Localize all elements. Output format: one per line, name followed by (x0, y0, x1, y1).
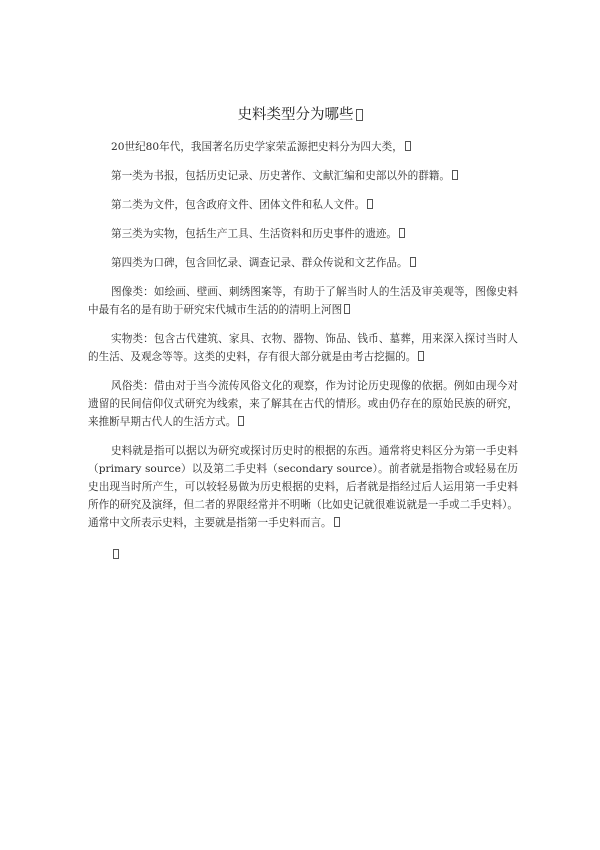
paragraph-mark-icon (410, 257, 416, 267)
paragraph-text: 第一类为书报，包括历史记录、历史著作、文献汇编和史部以外的群籍。 (111, 170, 450, 182)
paragraph-custom-type (88, 377, 518, 431)
paragraph-category-2 (88, 196, 518, 214)
paragraph-category-1 (88, 167, 518, 185)
paragraph-mark-icon (344, 304, 350, 314)
paragraph-mark-icon (238, 416, 244, 426)
paragraph-mark-icon (367, 199, 373, 209)
document-title (0, 105, 600, 125)
paragraph-text: 风俗类：借由对于当今流传风俗文化的观察，作为讨论历史现像的依据。例如由现今对遗留的民间信仰仪式研究为线索，来了解其在古代的情形。或由仍存在的原始民族的研究，来推断早期古代人的生活方式。 (88, 380, 518, 428)
paragraph-mark-icon (334, 517, 340, 527)
paragraph-image-type (88, 283, 518, 319)
paragraph-intro (88, 138, 518, 156)
paragraph-mark-icon (356, 109, 363, 121)
paragraph-text: 第二类为文件，包含政府文件、团体文件和私人文件。 (111, 199, 366, 211)
paragraph-text: 20世纪80年代，我国著名历史学家荣孟源把史料分为四大类， (111, 141, 403, 153)
paragraph-category-3 (88, 225, 518, 243)
paragraph-text: 史料就是指可以据以为研究或探讨历史时的根据的东西。通常将史料区分为第一手史料（primary source）以及第二手史料（secondary source）。前者就是指物合或轻易在历史出现当时所产生，可以较轻易做为历史根据的史料，后者就是指经过后人运用第一手史料所作的研究及演绎，但二者的界限经常并不明晰（比如史记就很难说就是一手或二手史料）。通常中文所表示史料，主要就是指第一手史料而言。 (88, 445, 518, 529)
paragraph-mark-icon (399, 228, 405, 238)
empty-paragraph (88, 544, 518, 562)
paragraph-text: 第四类为口碑，包含回忆录、调查记录、群众传说和文艺作品。 (111, 257, 408, 269)
paragraph-text: 实物类：包含古代建筑、家具、衣物、器物、饰品、钱币、墓葬，用来深入探讨当时人的生活、及观念等等。这类的史料，存有很大部分就是由考古挖掘的。 (88, 333, 518, 363)
paragraph-mark-icon (113, 549, 119, 559)
document-title-text: 史料类型分为哪些 (237, 107, 354, 123)
paragraph-mark-icon (452, 170, 458, 180)
paragraph-category-4 (88, 254, 518, 272)
paragraph-text: 图像类：如绘画、壁画、刺绣图案等，有助于了解当时人的生活及审美观等，图像史料中最有名的是有助于研究宋代城市生活的的清明上河图 (88, 286, 518, 316)
paragraph-text: 第三类为实物，包括生产工具、生活资料和历史事件的遗迹。 (111, 228, 398, 240)
paragraph-mark-icon (418, 351, 424, 361)
paragraph-object-type (88, 330, 518, 366)
document-body (88, 138, 518, 562)
paragraph-definition (88, 442, 518, 532)
paragraph-mark-icon (405, 141, 411, 151)
